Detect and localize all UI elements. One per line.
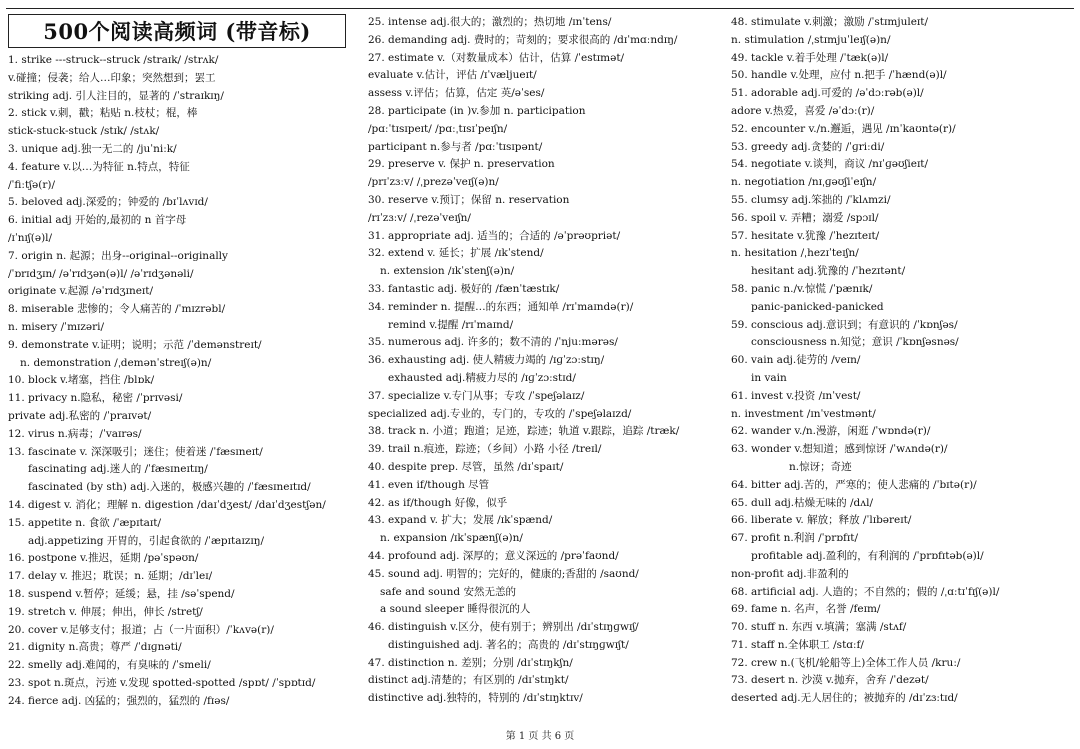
entry-line: 64. bitter adj.苦的，严寒的；使人悲痛的 /ˈbɪtə(r)/ bbox=[731, 478, 977, 491]
entry-line: remind v.提醒 /rɪˈmaɪnd/ bbox=[388, 318, 514, 331]
entry-line: 36. exhausting adj. 使人精疲力竭的 /ɪɡˈzɔːstɪŋ/ bbox=[368, 354, 605, 367]
entry-line: 62. wander v./n.漫游，闲逛 /ˈwɒndə(r)/ bbox=[731, 425, 931, 438]
entry-line: 40. despite prep. 尽管，虽然 /dɪˈspaɪt/ bbox=[368, 460, 564, 473]
entry-line: a sound sleeper 睡得很沉的人 bbox=[380, 603, 531, 616]
entry-line: 9. demonstrate v.证明；说明；示范 /ˈdemənstreɪt/ bbox=[8, 338, 262, 351]
entry-line: 26. demanding adj. 费时的；苛刻的；要求很高的 /dɪˈmɑːndɪŋ/ bbox=[368, 33, 678, 46]
entry-line: 61. invest v.投资 /ɪnˈvest/ bbox=[731, 389, 861, 402]
entry-line: adore v.热爱，喜爱 /əˈdɔː(r)/ bbox=[731, 104, 875, 117]
entry-line: 5. beloved adj.深爱的；钟爱的 /bɪˈlʌvɪd/ bbox=[8, 196, 208, 209]
entry-line: /ˈfiːtʃə(r)/ bbox=[8, 178, 55, 191]
entry-line: 60. vain adj.徒劳的 /veɪn/ bbox=[731, 354, 861, 367]
entry-line: 29. preserve v. 保护 n. preservation bbox=[368, 158, 555, 171]
entry-line: 21. dignity n.高贵；尊严 /ˈdɪɡnəti/ bbox=[8, 641, 182, 654]
entry-line: 51. adorable adj.可爱的 /əˈdɔːrəb(ə)l/ bbox=[731, 87, 924, 100]
entry-line: fascinated (by sth) adj.入迷的，极感兴趣的 /ˈfæsɪneɪtɪd/ bbox=[28, 481, 311, 494]
entry-line: 52. encounter v./n.邂逅，遇见 /ɪnˈkaʊntə(r)/ bbox=[731, 122, 956, 135]
entry-line: in vain bbox=[751, 371, 787, 384]
entry-line: 59. conscious adj.意识到；有意识的 /ˈkɒnʃəs/ bbox=[731, 318, 958, 331]
entry-line: 43. expand v. 扩大；发展 /ɪkˈspænd/ bbox=[368, 514, 553, 527]
entry-line: 56. spoil v. 弄糟；溺爱 /spɔɪl/ bbox=[731, 211, 879, 224]
entry-line: 47. distinction n. 差别；分别 /dɪˈstɪŋkʃn/ bbox=[368, 656, 573, 669]
entry-line: n.惊讶；奇迹 bbox=[789, 460, 852, 473]
entry-line: 16. postpone v.推迟，延期 /pəˈspəʊn/ bbox=[8, 552, 199, 565]
entry-line: /rɪˈzɜːv/ /ˌrezəˈveɪʃn/ bbox=[368, 211, 471, 224]
entry-line: 46. distinguish v.区分，使有别于；辨别出 /dɪˈstɪŋɡwɪʃ/ bbox=[368, 621, 639, 634]
entry-line: 67. profit n.利润 /ˈprɒfɪt/ bbox=[731, 532, 858, 545]
entry-line: 55. clumsy adj.笨拙的 /ˈklʌmzi/ bbox=[731, 193, 891, 206]
entry-line: distinctive adj.独特的，特别的 /dɪˈstɪŋktɪv/ bbox=[368, 692, 583, 705]
entry-line: 45. sound adj. 明智的；完好的，健康的;香甜的 /saʊnd/ bbox=[368, 567, 639, 580]
entry-line: stick-stuck-stuck /stɪk/ /stʌk/ bbox=[8, 125, 160, 138]
entry-line: specialized adj.专业的，专门的，专攻的 /ˈspeʃəlaɪzd/ bbox=[368, 407, 632, 420]
entry-line: 33. fantastic adj. 极好的 /fænˈtæstɪk/ bbox=[368, 282, 560, 295]
entry-line: 65. dull adj.枯燥无味的 /dʌl/ bbox=[731, 496, 874, 509]
entry-line: 73. desert n. 沙漠 v.抛弃，舍弃 /ˈdezət/ bbox=[731, 674, 929, 687]
entry-line: 12. virus n.病毒；/ˈvaɪrəs/ bbox=[8, 427, 142, 440]
entry-line: 6. initial adj 开始的,最初的 n 首字母 bbox=[8, 214, 187, 227]
entry-line: 30. reserve v.预订；保留 n. reservation bbox=[368, 193, 570, 206]
entry-line: panic-panicked-panicked bbox=[751, 300, 884, 313]
entry-line: deserted adj.无人居住的；被抛弃的 /dɪˈzɜːtɪd/ bbox=[731, 692, 958, 705]
entry-line: 41. even if/though 尽管 bbox=[368, 478, 490, 491]
entry-line: 4. feature v.以…为特征 n.特点，特征 bbox=[8, 160, 190, 173]
entry-line: assess v.评估；估算，估定 英/əˈses/ bbox=[368, 87, 545, 100]
entry-line: distinguished adj. 著名的；高贵的 /dɪˈstɪŋɡwɪʃt/ bbox=[388, 638, 629, 651]
entry-line: 24. fierce adj. 凶猛的；强烈的，猛烈的 /fɪəs/ bbox=[8, 694, 230, 707]
entry-line: n. extension /ɪkˈstenʃ(ə)n/ bbox=[380, 265, 515, 278]
entry-line: 50. handle v.处理，应付 n.把手 /ˈhænd(ə)l/ bbox=[731, 69, 947, 82]
entry-line: 68. artificial adj. 人造的；不自然的；假的 /ˌɑːtɪˈfɪʃ(ə)l/ bbox=[731, 585, 1000, 598]
entry-line: 71. staff n.全体职工 /stɑːf/ bbox=[731, 638, 864, 651]
entry-line: 57. hesitate v.犹豫 /ˈhezɪteɪt/ bbox=[731, 229, 880, 242]
entry-line: /ˈɒrɪdʒɪn/ /əˈrɪdʒən(ə)l/ /əˈrɪdʒənəli/ bbox=[8, 267, 194, 280]
entry-line: 39. trail n.痕迹，踪迹；（乡间）小路 小径 /treɪl/ bbox=[368, 443, 602, 456]
entry-line: /prɪˈzɜːv/ /ˌprezəˈveɪʃ(ə)n/ bbox=[368, 176, 499, 189]
entry-line: 20. cover v.足够支付；报道；占（一片面积）/ˈkʌvə(r)/ bbox=[8, 623, 274, 636]
top-rule bbox=[6, 8, 1074, 9]
entry-line: 34. reminder n. 提醒…的东西；通知单 /rɪˈmaɪndə(r)/ bbox=[368, 300, 634, 313]
entry-line: 66. liberate v. 解放；释放 /ˈlɪbəreɪt/ bbox=[731, 514, 912, 527]
entry-line: 54. negotiate v.谈判，商议 /nɪˈɡəʊʃieɪt/ bbox=[731, 158, 929, 171]
entry-line: profitable adj.盈利的，有利润的 /ˈprɒfɪtəb(ə)l/ bbox=[751, 549, 984, 562]
entry-line: v.碰撞；侵袭；给人…印象；突然想到；罢工 bbox=[8, 71, 216, 84]
entry-line: 18. suspend v.暂停；延缓；悬，挂 /səˈspend/ bbox=[8, 587, 235, 600]
entry-line: n. expansion /ɪkˈspænʃ(ə)n/ bbox=[380, 532, 523, 545]
entry-line: /ɪˈnɪʃ(ə)l/ bbox=[8, 231, 53, 244]
entry-line: 22. smelly adj.难闻的，有臭味的 /ˈsmeli/ bbox=[8, 659, 211, 672]
entry-line: n. negotiation /nɪˌɡəʊʃiˈeɪʃn/ bbox=[731, 176, 877, 189]
entry-line: 1. strike ---struck--struck /straɪk/ /strʌk/ bbox=[8, 54, 219, 66]
entry-line: 7. origin n. 起源；出身--original--originally bbox=[8, 249, 228, 262]
entry-line: originate v.起源 /əˈrɪdʒɪneɪt/ bbox=[8, 285, 154, 298]
entry-line: private adj.私密的 /ˈpraɪvət/ bbox=[8, 409, 152, 422]
entry-line: non-profit adj.非盈利的 bbox=[731, 567, 849, 580]
entry-line: 63. wonder v.想知道；感到惊讶 /ˈwʌndə(r)/ bbox=[731, 443, 948, 456]
entry-line: 27. estimate v.（对数量成本）估计，估算 /ˈestɪmət/ bbox=[368, 51, 625, 64]
entry-line: n. hesitation /ˌhezɪˈteɪʃn/ bbox=[731, 247, 859, 260]
entry-line: 8. miserable 悲惨的；令人痛苦的 /ˈmɪzrəbl/ bbox=[8, 303, 226, 316]
column-3 bbox=[731, 14, 1076, 708]
entry-line: adj.appetizing 开胃的，引起食欲的 /ˈæpɪtaɪzɪŋ/ bbox=[28, 534, 265, 547]
entry-line: 3. unique adj.独一无二的 /juˈniːk/ bbox=[8, 142, 177, 155]
entry-line: n. stimulation /ˌstɪmjuˈleɪʃ(ə)n/ bbox=[731, 33, 891, 46]
entry-line: 44. profound adj. 深厚的；意义深远的 /prəˈfaʊnd/ bbox=[368, 549, 619, 562]
entry-line: evaluate v.估计，评估 /ɪˈvæljueɪt/ bbox=[368, 69, 537, 82]
entry-line: 19. stretch v. 伸展；伸出，伸长 /stretʃ/ bbox=[8, 605, 203, 618]
entry-line: 31. appropriate adj. 适当的；合适的 /əˈprəʊpriət/ bbox=[368, 229, 621, 242]
entry-line: 69. fame n. 名声，名誉 /feɪm/ bbox=[731, 603, 881, 616]
entry-line: n. misery /ˈmɪzəri/ bbox=[8, 320, 105, 333]
document-title: 500个阅读高频词 (带音标) bbox=[8, 14, 346, 48]
page-footer: 第 1 页 共 6 页 bbox=[505, 731, 575, 742]
entry-line: 2. stick v.刺，戳；粘贴 n.枝杖；棍，棒 bbox=[8, 107, 198, 120]
entry-line: 13. fascinate v. 深深吸引；迷住；使着迷 /ˈfæsɪneɪt/ bbox=[8, 445, 263, 458]
entry-line: /pɑːˈtɪsɪpeɪt/ /pɑːˌtɪsɪˈpeɪʃn/ bbox=[368, 122, 508, 135]
column-2 bbox=[368, 14, 723, 708]
entry-line: n. demonstration /ˌdemənˈstreɪʃ(ə)n/ bbox=[20, 356, 212, 369]
entry-line: 15. appetite n. 食欲 /ˈæpɪtaɪt/ bbox=[8, 516, 162, 529]
entry-line: 72. crew n.(飞机/轮船等上)全体工作人员 /kruː/ bbox=[731, 656, 961, 669]
entry-line: n. investment /ɪnˈvestmənt/ bbox=[731, 407, 876, 420]
entry-line: 37. specialize v.专门从事；专攻 /ˈspeʃəlaɪz/ bbox=[368, 389, 585, 402]
entry-line: 14. digest v. 消化；理解 n. digestion /daɪˈdʒest/ /daɪˈdʒestʃən/ bbox=[8, 498, 326, 511]
entry-line: distinct adj.清楚的；有区别的 /dɪˈstɪŋkt/ bbox=[368, 674, 569, 687]
entry-line: 32. extend v. 延长；扩展 /ɪkˈstend/ bbox=[368, 247, 544, 260]
entry-line: 23. spot n.斑点，污迹 v.发现 spotted-spotted /spɒt/ /ˈspɒtɪd/ bbox=[8, 676, 316, 689]
entry-line: 38. track n. 小道；跑道；足迹，踪迹；轨道 v.跟踪，追踪 /træk/ bbox=[368, 425, 680, 438]
entry-line: participant n.参与者 /pɑːˈtɪsɪpənt/ bbox=[368, 140, 543, 153]
entry-line: exhausted adj.精疲力尽的 /ɪɡˈzɔːstɪd/ bbox=[388, 371, 576, 384]
entry-line: 49. tackle v.着手处理 /ˈtæk(ə)l/ bbox=[731, 51, 889, 64]
entry-line: 53. greedy adj.贪婪的 /ˈɡriːdi/ bbox=[731, 140, 885, 153]
entry-line: 10. block v.堵塞，挡住 /blɒk/ bbox=[8, 374, 155, 387]
entry-line: consciousness n.知觉；意识 /ˈkɒnʃəsnəs/ bbox=[751, 336, 959, 349]
entry-line: 48. stimulate v.刺激；激励 /ˈstɪmjuleɪt/ bbox=[731, 16, 929, 28]
entry-line: 28. participate (in )v.参加 n. participation bbox=[368, 104, 586, 117]
entry-line: 17. delay v. 推迟；耽误；n. 延期；/dɪˈleɪ/ bbox=[8, 570, 213, 583]
entry-line: 25. intense adj.很大的；激烈的；热切地 /ɪnˈtens/ bbox=[368, 16, 612, 28]
entry-line: hesitant adj.犹豫的 /ˈhezɪtənt/ bbox=[751, 265, 906, 278]
entry-line: 58. panic n./v.惊慌 /ˈpænɪk/ bbox=[731, 282, 873, 295]
column-1 bbox=[8, 52, 358, 710]
entry-line: 11. privacy n.隐私，秘密 /ˈprɪvəsi/ bbox=[8, 392, 183, 405]
entry-line: 70. stuff n. 东西 v.填满；塞满 /stʌf/ bbox=[731, 621, 907, 634]
entry-line: striking adj. 引人注目的，显著的 /ˈstraɪkɪŋ/ bbox=[8, 89, 224, 102]
entry-line: safe and sound 安然无恙的 bbox=[380, 585, 516, 598]
entry-line: fascinating adj.迷人的 /ˈfæsɪneɪtɪŋ/ bbox=[28, 463, 208, 476]
entry-line: 42. as if/though 好像，似乎 bbox=[368, 496, 508, 509]
entry-line: 35. numerous adj. 许多的；数不清的 /ˈnjuːmərəs/ bbox=[368, 336, 618, 349]
